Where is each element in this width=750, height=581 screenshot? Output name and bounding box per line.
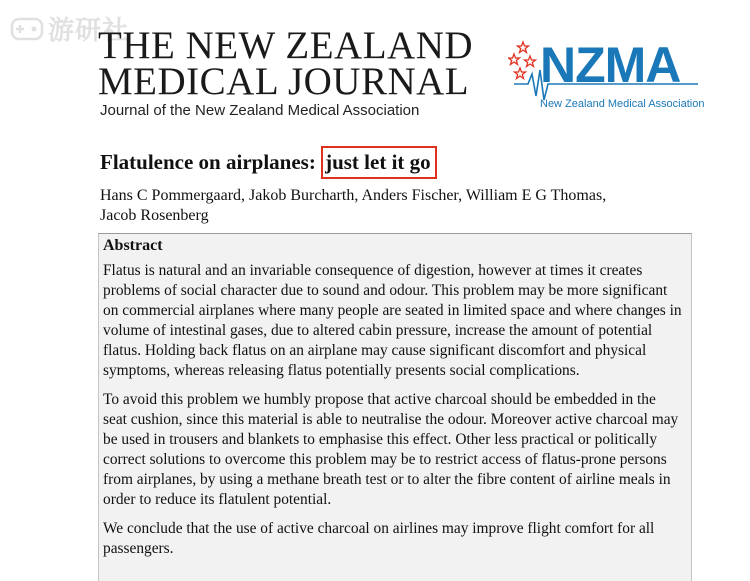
article-title-highlight: just let it go xyxy=(321,146,437,179)
abstract-heading: Abstract xyxy=(103,237,163,254)
journal-subtitle: Journal of the New Zealand Medical Association xyxy=(100,102,420,119)
journal-title-line2: MEDICAL JOURNAL xyxy=(98,60,470,103)
article-title xyxy=(100,150,437,175)
authors-line1: Hans C Pommergaard, Jakob Burcharth, Anders Fischer, William E G Thomas, xyxy=(100,187,607,204)
stars-icon xyxy=(509,42,536,79)
abstract-paragraph-2: To avoid this problem we humbly propose that active charcoal should be embedded in the seat cushion, since this material is able to neutralise the odour. Moreover active charcoal may be used in trousers and blankets to emphasise this effect. Other less practical or politically correct solutions to overcome this problem may be to restrict access of flatus-prone persons from airplanes, by using a methane breath test or to alter the fibre content of airline meals in order to reduce its flatulent potential. xyxy=(103,391,679,508)
abstract-box xyxy=(98,233,692,581)
abstract-paragraph-1: Flatus is natural and an invariable consequence of digestion, however at times it creates problems of social character due to sound and odour. This problem may be more significant on commercial airplanes where many people are seated in limited space and where changes in volume of intestinal gases, due to altered cabin pressure, increase the amount of potential flatus. Holding back flatus on an airplane may cause significant discomfort and physical symptoms, whereas releasing flatus potentially presents social complications. xyxy=(103,262,682,379)
gamepad-icon xyxy=(10,16,44,42)
journal-title xyxy=(98,24,498,103)
nzma-logo-subtitle: New Zealand Medical Association xyxy=(540,98,705,110)
article-title-main: Flatulence on airplanes: xyxy=(100,150,316,174)
authors-line2: Jacob Rosenberg xyxy=(100,207,209,224)
nzma-logo-text: NZMA xyxy=(540,37,681,93)
watermark-text: 游研社 xyxy=(48,16,130,46)
author-list xyxy=(100,186,700,226)
abstract-paragraph-3: We conclude that the use of active charcoal on airlines may improve flight comfort for all passengers. xyxy=(103,520,655,557)
journal-title-line1: THE NEW ZEALAND xyxy=(98,24,474,67)
